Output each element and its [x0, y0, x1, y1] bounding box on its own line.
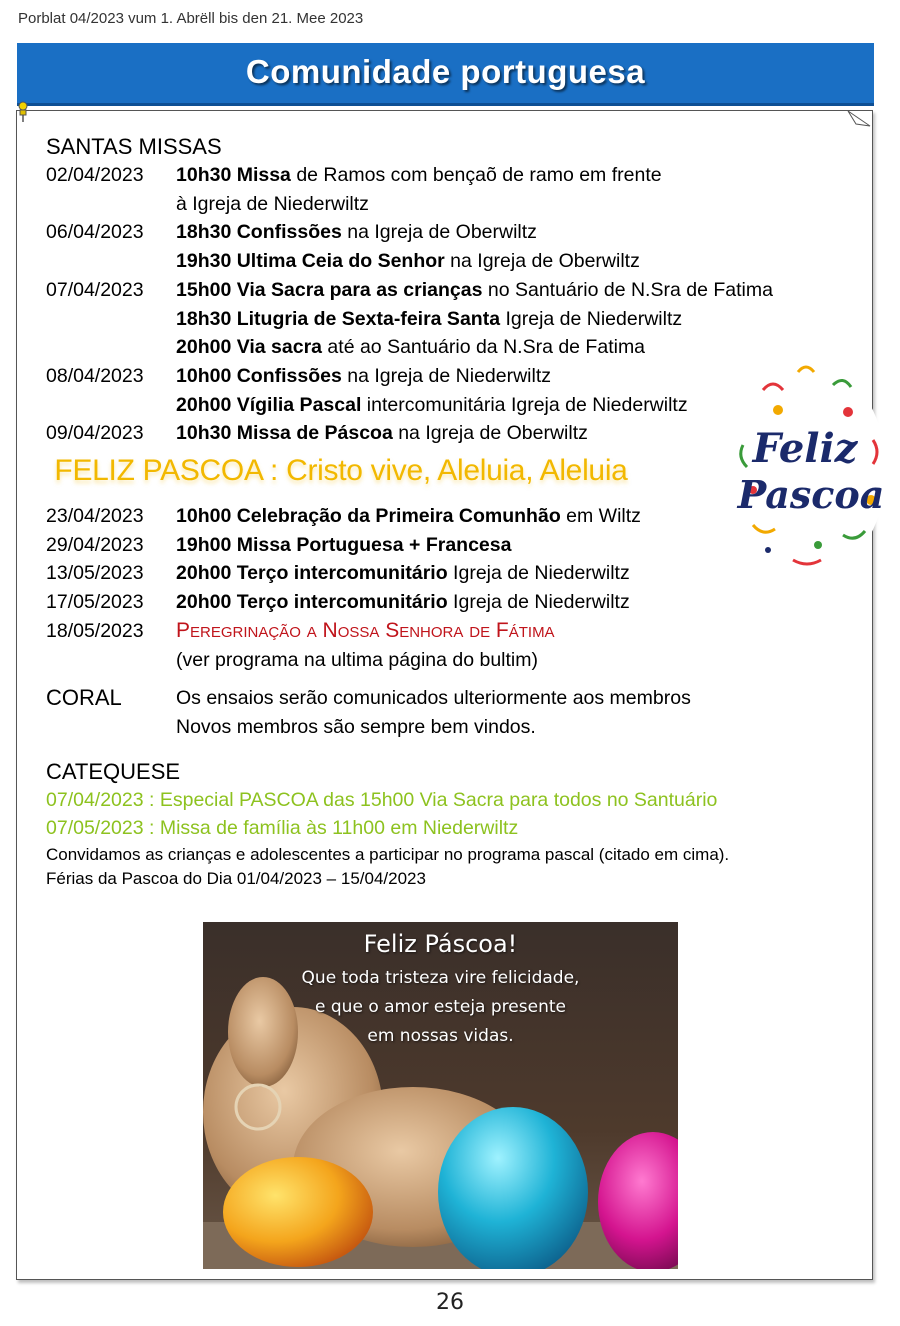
- photo-caption-line-1: Que toda tristeza vire felicidade,: [301, 968, 580, 988]
- banner-title: Comunidade portuguesa: [245, 53, 646, 90]
- schedule-date: 13/05/2023: [46, 562, 144, 585]
- schedule-location: no Santuário de N.Sra de Fatima: [482, 278, 773, 301]
- coral-row-2: [46, 713, 866, 742]
- coral-row-1: [46, 684, 866, 713]
- easter-greeting: FELIZ PASCOA : Cristo vive, Aleluia, Aleluia: [54, 454, 628, 488]
- schedule-date: 29/04/2023: [46, 533, 144, 556]
- pilgrimage-date: 18/05/2023: [46, 619, 144, 642]
- schedule-event: 19h30 Ultima Ceia do Senhor: [176, 250, 445, 273]
- schedule-text: [176, 588, 630, 617]
- schedule-row: [46, 218, 866, 247]
- schedule-event: 18h30 Confissões: [176, 221, 342, 244]
- egg-text-feliz: Feliz: [752, 425, 858, 472]
- schedule-row: [46, 305, 866, 334]
- schedule-location: Igreja de Niederwiltz: [447, 562, 630, 585]
- schedule-date: 08/04/2023: [46, 364, 144, 387]
- coral-label: CORAL: [46, 685, 122, 711]
- schedule-text: [176, 276, 773, 305]
- catequese-highlight-1: 07/04/2023 : Especial PASCOA das 15h00 Via Sacra para todos no Santuário: [46, 788, 718, 811]
- schedule-text: [176, 218, 537, 247]
- schedule-location: intercomunitária Igreja de Niederwiltz: [361, 393, 688, 416]
- catequese-heading: CATEQUESE: [46, 758, 181, 784]
- schedule-text: [176, 362, 551, 391]
- schedule-event: 10h30 Missa: [176, 164, 291, 186]
- missas-heading: SANTAS MISSAS: [46, 134, 222, 159]
- easter-eggs-photo: [203, 922, 678, 1269]
- schedule-row: [46, 588, 866, 617]
- coral-text-1: Os ensaios serão comunicados ulteriormente aos membros: [176, 687, 691, 710]
- page-number: 26: [436, 1290, 464, 1315]
- schedule-row: [46, 161, 866, 190]
- pilgrimage-title: Peregrinação a Nossa Senhora de Fátima: [176, 618, 555, 642]
- schedule-row: [46, 190, 866, 219]
- photo-title: Feliz Páscoa!: [363, 930, 518, 958]
- schedule-text: [176, 305, 682, 334]
- schedule-text: [176, 247, 640, 276]
- schedule-event: 20h00 Via sacra: [176, 336, 323, 359]
- catequese-holidays: Férias da Pascoa do Dia 01/04/2023 – 15/04/2023: [46, 869, 426, 889]
- photo-caption-line-3: em nossas vidas.: [367, 1026, 514, 1046]
- schedule-location: de Ramos com bençaõ de ramo em frente: [290, 164, 662, 186]
- schedule-text: [176, 531, 511, 560]
- schedule-event: 18h30 Litugria de Sexta-feira Santa: [176, 307, 501, 330]
- schedule-text: [176, 161, 662, 190]
- schedule-location: Igreja de Niederwiltz: [447, 591, 630, 614]
- pushpin-icon: [17, 101, 29, 123]
- schedule-event: 20h00 Vígilia Pascal: [176, 393, 362, 416]
- coral-text-2: Novos membros são sempre bem vindos.: [176, 715, 536, 738]
- schedule-date: 17/05/2023: [46, 591, 144, 614]
- schedule-event: 10h00 Confissões: [176, 364, 342, 387]
- schedule-event: 10h00 Celebração da Primeira Comunhão: [176, 505, 561, 528]
- catequese-invitation: Convidamos as crianças e adolescentes a participar no programa pascal (citado em cima).: [46, 845, 730, 865]
- schedule-location: na Igreja de Oberwiltz: [341, 221, 537, 244]
- schedule-location: na Igreja de Oberwiltz: [392, 422, 588, 445]
- page-curl-icon: [846, 110, 872, 128]
- catequese-highlight-2: 07/05/2023 : Missa de família às 11h00 em Niederwiltz: [46, 817, 519, 840]
- schedule-location: na Igreja de Oberwiltz: [444, 250, 640, 273]
- schedule-text: [176, 419, 588, 448]
- schedule-event: 20h00 Terço intercomunitário: [176, 562, 448, 585]
- schedule-date: 09/04/2023: [46, 422, 144, 445]
- schedule-row: [46, 276, 866, 305]
- schedule-text: [176, 333, 645, 362]
- schedule-event: 20h00 Terço intercomunitário: [176, 591, 448, 614]
- photo-caption: [203, 964, 678, 1051]
- egg-text-pascoa: Pascoa: [737, 472, 885, 517]
- running-header: Porblat 04/2023 vum 1. Abrëll bis den 21. Mee 2023: [18, 10, 364, 27]
- photo-caption-line-2: e que o amor esteja presente: [315, 997, 566, 1017]
- pilgrimage-row: [46, 617, 866, 646]
- schedule-text: [176, 559, 630, 588]
- schedule-text: [176, 190, 369, 219]
- schedule-event: 10h30 Missa de Páscoa: [176, 422, 393, 445]
- schedule-location: até ao Santuário da N.Sra de Fatima: [322, 336, 646, 359]
- schedule-location: à Igreja de Niederwiltz: [176, 192, 369, 215]
- schedule-date: 07/04/2023: [46, 278, 144, 301]
- schedule-location: Igreja de Niederwiltz: [500, 307, 683, 330]
- schedule-date: [46, 305, 176, 334]
- section-banner: [17, 43, 874, 106]
- pilgrimage-note: (ver programa na ultima página do bultim): [176, 648, 539, 671]
- schedule-date: 06/04/2023: [46, 221, 144, 244]
- schedule-text: [176, 391, 688, 420]
- schedule-date: [46, 391, 176, 420]
- schedule-date: 02/04/2023: [46, 164, 144, 186]
- egg-illustration: [723, 350, 893, 585]
- schedule-date: [46, 333, 176, 362]
- schedule-event: 19h00 Missa Portuguesa + Francesa: [176, 533, 512, 556]
- schedule-date: 23/04/2023: [46, 505, 144, 528]
- schedule-location: em Wiltz: [560, 505, 641, 528]
- schedule-event: 15h00 Via Sacra para as crianças: [176, 278, 483, 301]
- schedule-date: [46, 247, 176, 276]
- schedule-location: na Igreja de Niederwiltz: [341, 364, 552, 387]
- schedule-text: [176, 502, 641, 531]
- schedule-row: [46, 247, 866, 276]
- schedule-date: [46, 190, 176, 219]
- pilgrimage-note-row: [46, 646, 866, 675]
- feliz-pascoa-egg-image: [723, 350, 893, 585]
